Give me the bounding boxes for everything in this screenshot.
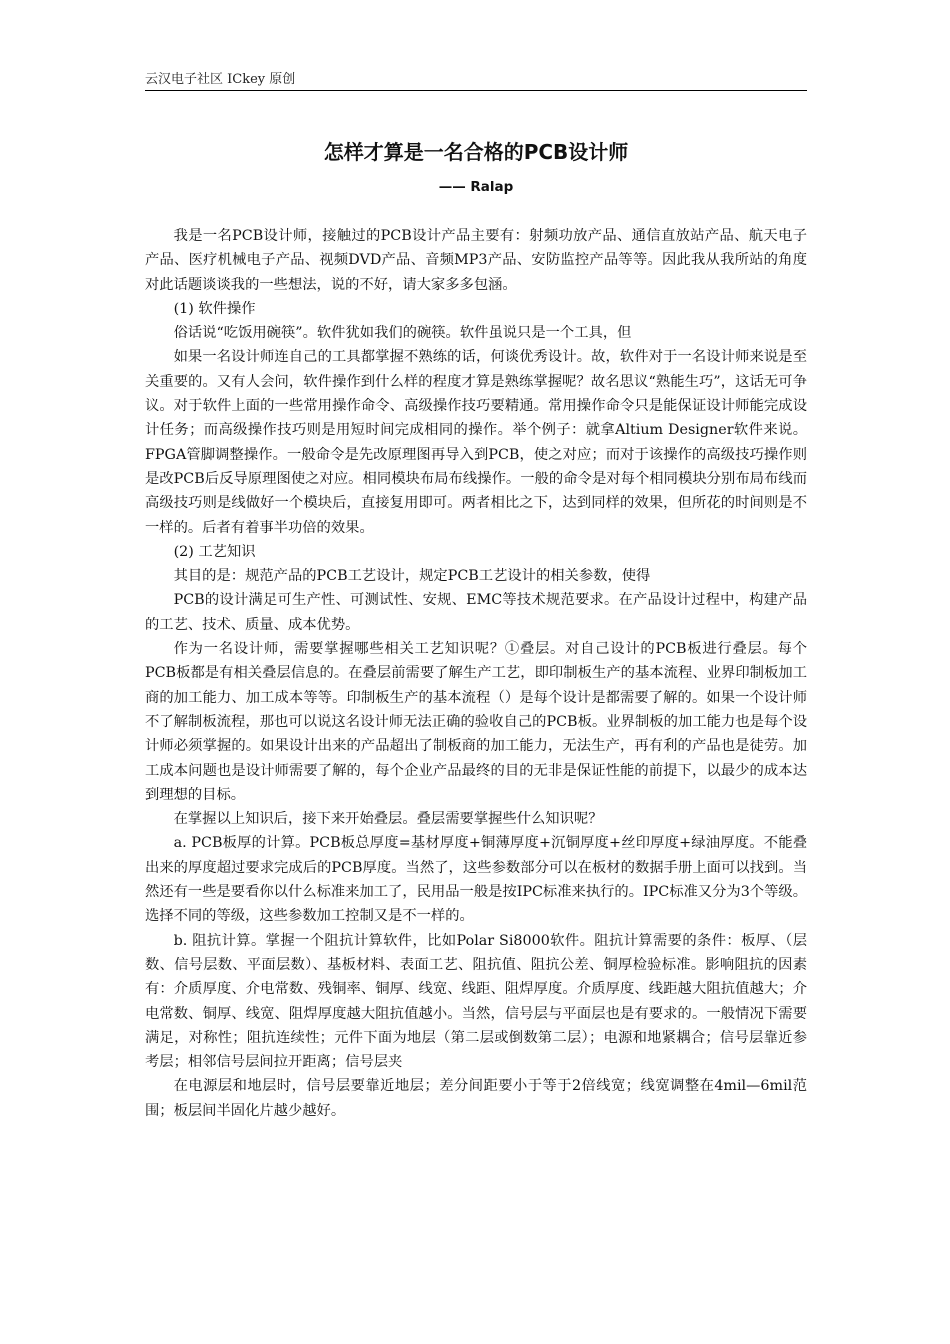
paragraph: a. PCB板厚的计算。PCB板总厚度=基材厚度+铜薄厚度+沉铜厚度+丝印厚度+绿油厚度。不能叠出来的厚度超过要求完成后的PCB厚度。当然了，这些参数部分可以在板材的数据手册上面可以找到。当然还有一些是要看你以什么标准来加工了，民用品一般是按IPC标准来执行的。IPC标准又分为3个等级。选择不同的等级，这些参数加工控制又是不一样的。 <box>145 835 807 925</box>
paragraph: 在电源层和地层时，信号层要靠近地层；差分间距要小于等于2倍线宽；线宽调整在4mil—6mil范围；板层间半固化片越少越好。 <box>145 1078 807 1119</box>
document-title: 怎样才算是一名合格的PCB设计师 <box>323 140 629 164</box>
paragraph: 作为一名设计师，需要掌握哪些相关工艺知识呢？①叠层。对自己设计的PCB板进行叠层。每个PCB板都是有相关叠层信息的。在叠层前需要了解生产工艺，即印制板生产的基本流程、业界印制板加工商的加工能力、加工成本等等。印制板生产的基本流程（）是每个设计是都需要了解的。如果一个设计师不了解制板流程，那也可以说这名设计师无法正确的验收自己的PCB板。业界制板的加工能力也是每个设计师必须掌握的。如果设计出来的产品超出了制板商的加工能力，无法生产，再有利的产品也是徒劳。加工成本问题也是设计师需要了解的，每个企业产品最终的目的无非是保证性能的前提下，以最少的成本达到理想的目标。 <box>145 641 807 803</box>
section-heading-software: (1) 软件操作 <box>173 300 256 317</box>
paragraph: b. 阻抗计算。掌握一个阻抗计算软件，比如Polar Si8000软件。阻抗计算需要的条件：板厚、（层数、信号层数、平面层数）、基板材料、表面工艺、阻抗值、阻抗公差、铜厚检验标准。影响阻抗的因素有：介质厚度、介电常数、残铜率、铜厚、线宽、线距、阻焊厚度。介质厚度、线距越大阻抗值越大；介电常数、铜厚、线宽、阻焊厚度越大阻抗值越小。当然，信号层与平面层也是有要求的。一般情况下需要满足，对称性；阻抗连续性；元件下面为地层（第二层或倒数第二层）；电源和地紧耦合；信号层靠近参考层；相邻信号层间拉开距离；信号层夹 <box>145 932 807 1071</box>
paragraph: 如果一名设计师连自己的工具都掌握不熟练的话，何谈优秀设计。故，软件对于一名设计师来说是至关重要的。又有人会问，软件操作到什么样的程度才算是熟练掌握呢？故名思议“熟能生巧”，这话无可争议。对于软件上面的一些常用操作命令、高级操作技巧要精通。常用操作命令只是能保证设计师能完成设计任务；而高级操作技巧则是用短时间完成相同的操作。举个例子：就拿Altium Designer软件来说。FPGA管脚调整操作。一般命令是先改原理图再导入到PCB，使之对应；而对于该操作的高级技巧操作则是改PCB后反导原理图使之对应。相同模块布局布线操作。一般的命令是对每个相同模块分别布局布线而高级技巧则是线做好一个模块后，直接复用即可。两者相比之下，达到同样的效果，但所花的时间则是不一样的。后者有着事半功倍的效果。 <box>145 349 807 536</box>
paragraph: PCB的设计满足可生产性、可测试性、安规、EMC等技术规范要求。在产品设计过程中，构建产品的工艺、技术、质量、成本优势。 <box>145 592 807 633</box>
document-body <box>145 224 807 1123</box>
paragraph: 在掌握以上知识后，接下来开始叠层。叠层需要掌握些什么知识呢？ <box>173 811 603 828</box>
header-text: 云汉电子社区 ICkey 原创 <box>145 72 296 87</box>
paragraph: 俗话说“吃饭用碗筷”。软件犹如我们的碗筷。软件虽说只是一个工具，但 <box>173 325 632 342</box>
section-heading-process: (2) 工艺知识 <box>173 543 256 560</box>
page-header <box>145 64 807 91</box>
document-author: —— Ralap <box>438 179 514 195</box>
paragraph: 我是一名PCB设计师，接触过的PCB设计产品主要有：射频功放产品、通信直放站产品、航天电子产品、医疗机械电子产品、视频DVD产品、音频MP3产品、安防监控产品等等。因此我从我所站的角度对此话题谈谈我的一些想法，说的不好，请大家多多包涵。 <box>145 228 807 293</box>
paragraph: 其目的是：规范产品的PCB工艺设计，规定PCB工艺设计的相关参数，使得 <box>173 568 651 585</box>
